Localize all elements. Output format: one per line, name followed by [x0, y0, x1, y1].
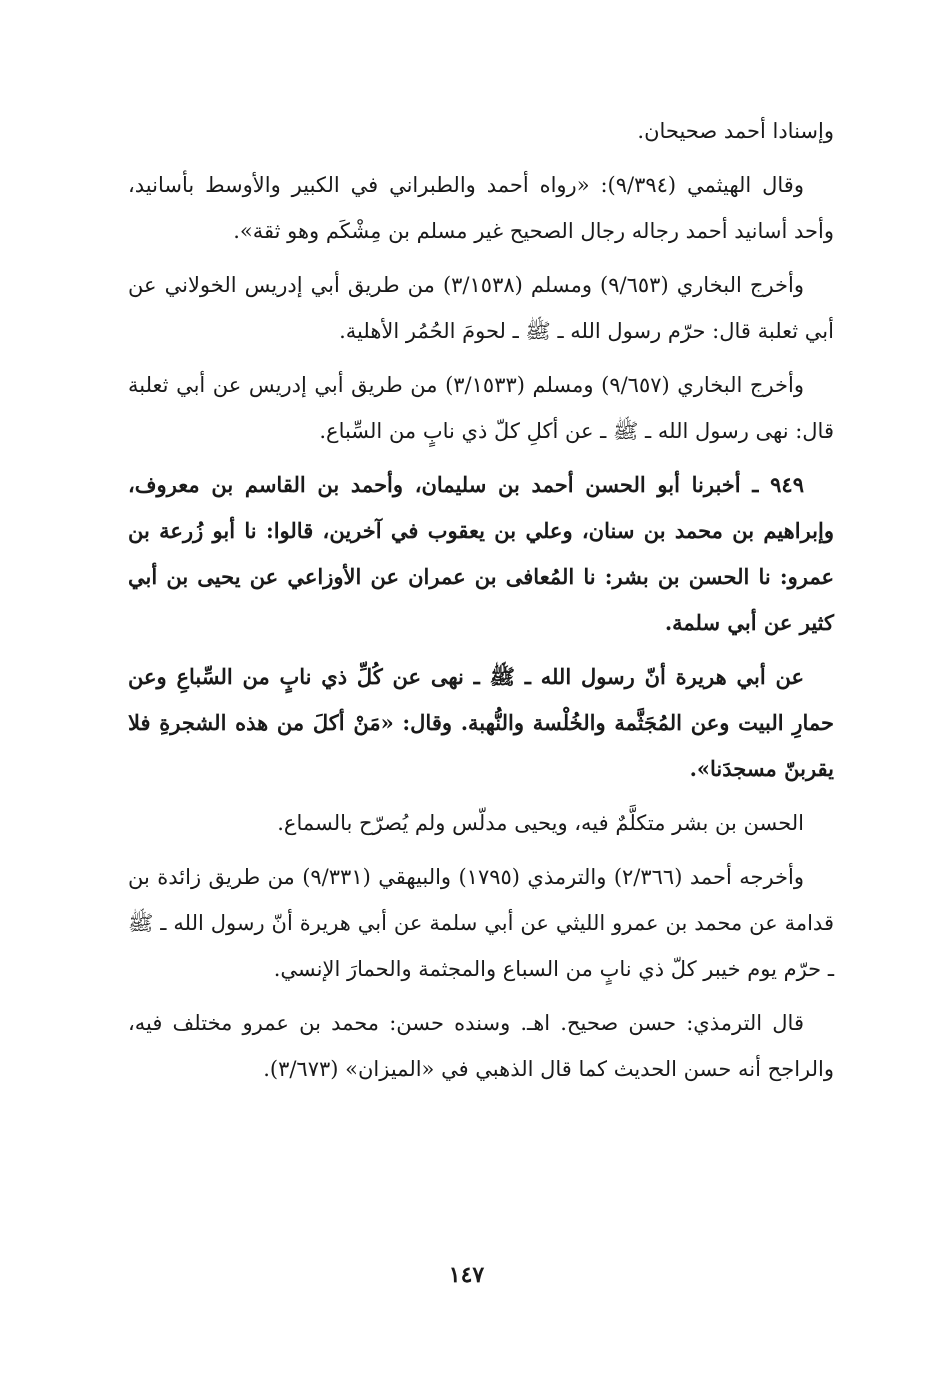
page-number: ١٤٧ [448, 1262, 485, 1288]
paragraph-4: وأخرج البخاري (٩/٦٥٧) ومسلم (٣/١٥٣٣) من طريق أبي إدريس عن أبي ثعلبة قال: نهى رسول الله ـ ﷺ ـ عن أكلِ كلّ ذي نابٍ من السِّباع. [128, 373, 834, 443]
page-body [128, 108, 834, 1100]
paragraph-9: قال الترمذي: حسن صحيح. اهـ. وسنده حسن: محمد بن عمرو مختلف فيه، والراجح أنه حسن الحديث كما قال الذهبي في «الميزان» (٣/٦٧٣). [128, 1011, 834, 1081]
paragraph-8: وأخرجه أحمد (٢/٣٦٦) والترمذي (١٧٩٥) والبيهقي (٩/٣٣١) من طريق زائدة بن قدامة عن محمد بن عمرو الليثي عن أبي سلمة عن أبي هريرة أنّ رسول الله ـ ﷺ ـ حرّم يوم خيبر كلّ ذي نابٍ من السباع والمجثمة والحمارَ الإنسي. [128, 865, 834, 981]
paragraph-7: الحسن بن بشر متكلَّمٌ فيه، ويحيى مدلّس ولم يُصرّح بالسماع. [277, 811, 804, 835]
hadith-949-matn: عن أبي هريرة أنّ رسول الله ـ ﷺ ـ نهى عن كُلِّ ذي نابٍ من السِّباعِ وعن حمارِ البيت وعن المُجَثَّمة والخُلْسة والنُّهبة. وقال: «مَنْ أكلَ من هذه الشجرةِ فلا يقربنّ مسجدَنا». [128, 664, 834, 781]
paragraph-1: وإسنادا أحمد صحيحان. [637, 119, 834, 143]
hadith-949-isnad: ٩٤٩ ـ أخبرنا أبو الحسن أحمد بن سليمان، وأحمد بن القاسم بن معروف، وإبراهيم بن محمد بن سنان، وعلي بن يعقوب في آخرين، قالوا: نا أبو زُرعة بن عمرو: نا الحسن بن بشر: نا المُعافى بن عمران عن الأوزاعي عن يحيى بن أبي كثير عن أبي سلمة. [128, 472, 834, 635]
paragraph-2: وقال الهيثمي (٩/٣٩٤): «رواه أحمد والطبراني في الكبير والأوسط بأسانيد، وأحد أسانيد أحمد رجاله رجال الصحيح غير مسلم بن مِشْكَم وهو ثقة». [128, 173, 834, 243]
paragraph-3: وأخرج البخاري (٩/٦٥٣) ومسلم (٣/١٥٣٨) من طريق أبي إدريس الخولاني عن أبي ثعلبة قال: حرّم رسول الله ـ ﷺ ـ لحومَ الحُمُر الأهلية. [128, 273, 834, 343]
